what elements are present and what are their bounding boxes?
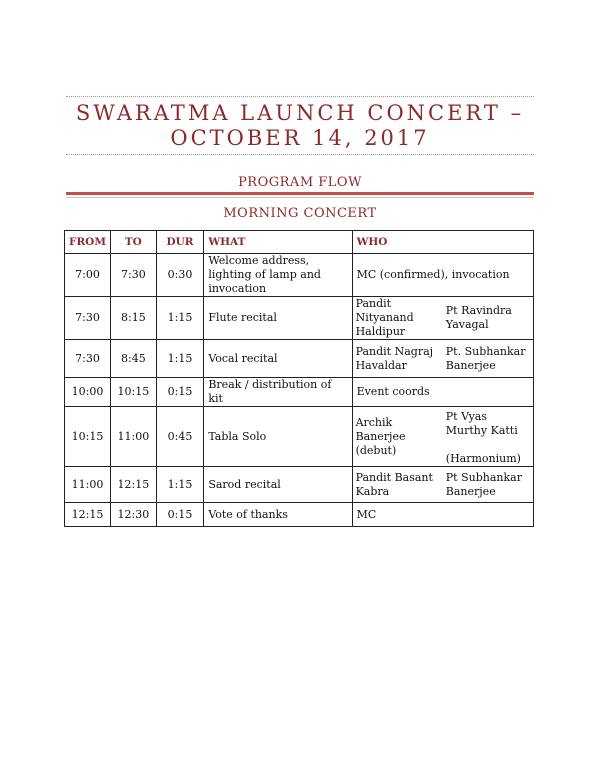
header-dur: DUR xyxy=(156,231,204,254)
subsection-title: MORNING CONCERT xyxy=(223,206,377,221)
cell-what: Sarod recital xyxy=(204,467,352,503)
page-title-line-1: SWARATMA LAUNCH CONCERT – xyxy=(75,101,525,125)
cell-dur: 1:15 xyxy=(156,340,204,378)
table-row xyxy=(65,407,534,467)
cell-who: MC (confirmed), invocation xyxy=(352,254,533,297)
cell-from: 7:30 xyxy=(65,340,111,378)
cell-who: MC xyxy=(352,503,533,527)
cell-to: 10:15 xyxy=(110,378,156,407)
section-rule-thin xyxy=(66,197,534,198)
cell-dur: 1:15 xyxy=(156,297,204,340)
cell-to: 8:45 xyxy=(110,340,156,378)
cell-who-primary: Pandit Nagraj Havaldar xyxy=(355,344,434,372)
cell-what: Vote of thanks xyxy=(204,503,352,527)
cell-dur: 0:15 xyxy=(156,503,204,527)
table-row xyxy=(65,378,534,407)
table-row xyxy=(65,254,534,297)
cell-what: Break / distribution of kit xyxy=(204,378,352,407)
header-from: FROM xyxy=(65,231,111,254)
cell-to: 12:15 xyxy=(110,467,156,503)
cell-who-secondary: Pt Ravindra Yavagal xyxy=(445,304,512,331)
header-what: WHAT xyxy=(204,231,352,254)
program-table xyxy=(64,230,534,527)
cell-what: Vocal recital xyxy=(204,340,352,378)
cell-from: 10:15 xyxy=(65,407,111,467)
cell-who xyxy=(352,407,533,467)
title-top-rule xyxy=(66,96,534,97)
cell-what: Flute recital xyxy=(204,297,352,340)
section-rule xyxy=(66,192,534,195)
cell-who-secondary: Pt Subhankar Banerjee xyxy=(445,470,522,498)
cell-who-secondary: Pt. Subhankar Banerjee xyxy=(445,344,526,372)
cell-dur: 0:30 xyxy=(156,254,204,297)
title-bottom-rule xyxy=(66,154,534,155)
cell-who xyxy=(352,340,533,378)
header-to: TO xyxy=(110,231,156,254)
cell-from: 7:30 xyxy=(65,297,111,340)
cell-dur: 1:15 xyxy=(156,467,204,503)
cell-what: Tabla Solo xyxy=(204,407,352,467)
cell-who-secondary: Pt Vyas Murthy Katti xyxy=(445,409,518,437)
table-header-row xyxy=(65,231,534,254)
table-row xyxy=(65,467,534,503)
section-title: PROGRAM FLOW xyxy=(238,175,362,190)
cell-who xyxy=(352,297,533,340)
cell-from: 10:00 xyxy=(65,378,111,407)
table-row xyxy=(65,297,534,340)
cell-dur: 0:45 xyxy=(156,407,204,467)
cell-to: 7:30 xyxy=(110,254,156,297)
table-row xyxy=(65,340,534,378)
cell-from: 12:15 xyxy=(65,503,111,527)
cell-who xyxy=(352,467,533,503)
cell-who: Event coords xyxy=(352,378,533,407)
cell-dur: 0:15 xyxy=(156,378,204,407)
page-title-line-2: OCTOBER 14, 2017 xyxy=(170,126,430,150)
cell-who-primary: Pandit Basant Kabra xyxy=(355,470,433,498)
header-who: WHO xyxy=(352,231,533,254)
cell-who-secondary-note: (Harmonium) xyxy=(445,451,521,465)
cell-to: 12:30 xyxy=(110,503,156,527)
table-row xyxy=(65,503,534,527)
cell-what: Welcome address, lighting of lamp and invocation xyxy=(204,254,352,297)
cell-from: 7:00 xyxy=(65,254,111,297)
cell-from: 11:00 xyxy=(65,467,111,503)
cell-who-primary: Archik Banerjee (debut) xyxy=(355,415,406,457)
cell-to: 8:15 xyxy=(110,297,156,340)
cell-to: 11:00 xyxy=(110,407,156,467)
cell-who-primary: Pandit Nityanand Haldipur xyxy=(355,297,414,338)
